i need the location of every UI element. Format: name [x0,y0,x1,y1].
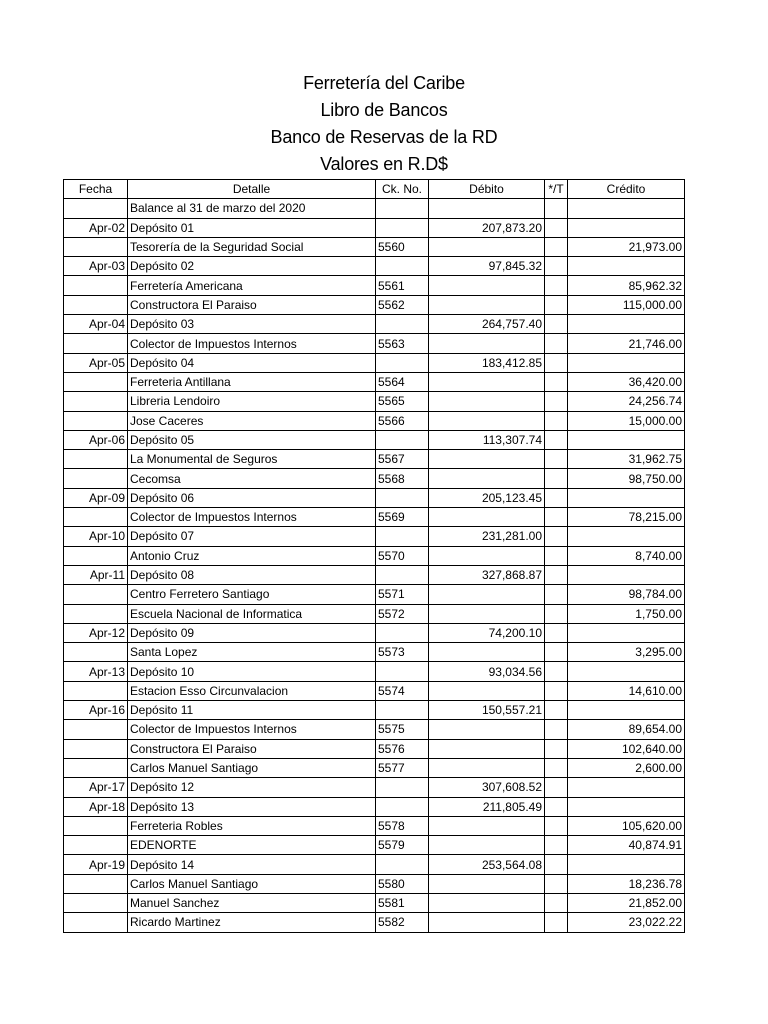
cell-detalle: Depósito 06 [128,488,376,507]
cell-ck [376,218,429,237]
cell-debito [429,816,545,835]
cell-fecha [64,681,128,700]
cell-detalle: Ferreteria Robles [128,816,376,835]
cell-fecha [64,816,128,835]
cell-credito [568,797,685,816]
cell-credito: 115,000.00 [568,295,685,314]
cell-fecha [64,585,128,604]
cell-fecha [64,720,128,739]
cell-t [545,643,568,662]
cell-detalle: Balance al 31 de marzo del 2020 [128,199,376,218]
cell-t [545,488,568,507]
cell-ck: 5568 [376,469,429,488]
table-row [64,778,685,797]
cell-fecha [64,893,128,912]
cell-detalle: Escuela Nacional de Informatica [128,604,376,623]
cell-ck: 5570 [376,546,429,565]
cell-debito: 74,200.10 [429,623,545,642]
cell-debito: 264,757.40 [429,315,545,334]
cell-credito [568,199,685,218]
cell-debito: 93,034.56 [429,662,545,681]
cell-t [545,218,568,237]
cell-ck [376,623,429,642]
cell-credito: 3,295.00 [568,643,685,662]
cell-detalle: Depósito 09 [128,623,376,642]
cell-fecha: Apr-13 [64,662,128,681]
cell-debito: 97,845.32 [429,257,545,276]
cell-detalle: Carlos Manuel Santiago [128,758,376,777]
cell-detalle: Depósito 03 [128,315,376,334]
cell-t [545,469,568,488]
cell-ck: 5563 [376,334,429,353]
cell-fecha [64,392,128,411]
cell-credito: 31,962.75 [568,450,685,469]
book-name: Libro de Bancos [320,100,448,120]
cell-ck: 5575 [376,720,429,739]
cell-fecha [64,913,128,932]
cell-ck: 5560 [376,237,429,256]
table-row [64,836,685,855]
cell-debito [429,739,545,758]
cell-debito [429,681,545,700]
cell-t [545,816,568,835]
column-header-ck: Ck. No. [376,180,429,199]
cell-fecha [64,276,128,295]
cell-fecha [64,758,128,777]
cell-ck: 5574 [376,681,429,700]
table-row [64,758,685,777]
document-title [0,70,768,178]
table-row [64,527,685,546]
cell-ck [376,527,429,546]
cell-t [545,565,568,584]
cell-ck: 5569 [376,508,429,527]
cell-t [545,411,568,430]
cell-credito: 102,640.00 [568,739,685,758]
table-row [64,450,685,469]
cell-debito [429,276,545,295]
bank-name: Banco de Reservas de la RD [270,127,498,147]
cell-debito [429,585,545,604]
table-row [64,701,685,720]
cell-debito [429,546,545,565]
cell-credito [568,565,685,584]
cell-t [545,334,568,353]
cell-fecha [64,295,128,314]
cell-debito [429,758,545,777]
cell-detalle: Depósito 07 [128,527,376,546]
cell-ck: 5577 [376,758,429,777]
table-row [64,430,685,449]
column-header-detalle: Detalle [128,180,376,199]
cell-ck: 5579 [376,836,429,855]
table-row [64,546,685,565]
cell-debito [429,334,545,353]
table-row [64,585,685,604]
cell-fecha: Apr-11 [64,565,128,584]
cell-credito [568,527,685,546]
table-row [64,681,685,700]
cell-detalle: Colector de Impuestos Internos [128,508,376,527]
cell-t [545,276,568,295]
column-header-t: */T [545,180,568,199]
table-row [64,488,685,507]
cell-debito [429,237,545,256]
cell-t [545,739,568,758]
cell-credito: 98,750.00 [568,469,685,488]
cell-ck [376,488,429,507]
cell-detalle: Ferreteria Antillana [128,372,376,391]
cell-credito: 14,610.00 [568,681,685,700]
table-row [64,797,685,816]
cell-detalle: Antonio Cruz [128,546,376,565]
cell-credito: 1,750.00 [568,604,685,623]
cell-debito [429,836,545,855]
header-row [64,180,685,199]
table-row [64,643,685,662]
cell-t [545,836,568,855]
cell-credito [568,701,685,720]
cell-debito [429,392,545,411]
cell-t [545,855,568,874]
cell-detalle: Depósito 11 [128,701,376,720]
cell-fecha [64,739,128,758]
cell-detalle: Cecomsa [128,469,376,488]
cell-fecha: Apr-04 [64,315,128,334]
cell-t [545,913,568,932]
cell-fecha [64,836,128,855]
cell-debito [429,643,545,662]
bank-ledger-table [63,179,685,933]
table-row [64,411,685,430]
table-row [64,739,685,758]
cell-detalle: Centro Ferretero Santiago [128,585,376,604]
table-row [64,469,685,488]
cell-credito: 98,784.00 [568,585,685,604]
table-row [64,662,685,681]
cell-ck [376,257,429,276]
cell-ck [376,701,429,720]
cell-ck [376,778,429,797]
column-header-credito: Crédito [568,180,685,199]
cell-ck: 5567 [376,450,429,469]
cell-debito [429,411,545,430]
cell-debito: 207,873.20 [429,218,545,237]
cell-credito [568,353,685,372]
cell-detalle: Colector de Impuestos Internos [128,720,376,739]
cell-credito: 36,420.00 [568,372,685,391]
cell-t [545,237,568,256]
cell-t [545,508,568,527]
cell-debito: 307,608.52 [429,778,545,797]
table-row [64,913,685,932]
cell-detalle: Depósito 02 [128,257,376,276]
column-header-fecha: Fecha [64,180,128,199]
cell-fecha [64,372,128,391]
cell-ck [376,797,429,816]
cell-detalle: Colector de Impuestos Internos [128,334,376,353]
cell-fecha [64,469,128,488]
cell-t [545,315,568,334]
cell-ck: 5566 [376,411,429,430]
table-row [64,218,685,237]
cell-detalle: Depósito 14 [128,855,376,874]
cell-credito: 8,740.00 [568,546,685,565]
table-row [64,257,685,276]
cell-t [545,430,568,449]
cell-ck [376,353,429,372]
cell-credito [568,430,685,449]
cell-detalle: Santa Lopez [128,643,376,662]
cell-credito [568,778,685,797]
cell-detalle: Ricardo Martinez [128,913,376,932]
table-row [64,237,685,256]
cell-debito: 211,805.49 [429,797,545,816]
table-row [64,893,685,912]
cell-ck: 5564 [376,372,429,391]
cell-debito [429,199,545,218]
cell-fecha [64,411,128,430]
cell-detalle: EDENORTE [128,836,376,855]
cell-t [545,353,568,372]
cell-credito: 21,973.00 [568,237,685,256]
cell-debito [429,893,545,912]
cell-ck [376,855,429,874]
cell-ck: 5562 [376,295,429,314]
cell-detalle: Estacion Esso Circunvalacion [128,681,376,700]
cell-credito [568,315,685,334]
cell-fecha [64,237,128,256]
cell-t [545,701,568,720]
cell-fecha: Apr-06 [64,430,128,449]
cell-t [545,874,568,893]
table-row [64,623,685,642]
cell-detalle: Depósito 13 [128,797,376,816]
table-row [64,334,685,353]
cell-debito: 253,564.08 [429,855,545,874]
cell-ck [376,430,429,449]
cell-ck [376,565,429,584]
cell-debito: 231,281.00 [429,527,545,546]
cell-fecha: Apr-05 [64,353,128,372]
cell-debito [429,372,545,391]
cell-t [545,758,568,777]
cell-detalle: Depósito 05 [128,430,376,449]
table-row [64,565,685,584]
cell-ck: 5561 [376,276,429,295]
table-row [64,199,685,218]
cell-debito: 205,123.45 [429,488,545,507]
cell-credito: 21,852.00 [568,893,685,912]
cell-credito: 40,874.91 [568,836,685,855]
cell-credito [568,218,685,237]
cell-debito [429,604,545,623]
cell-detalle: Depósito 12 [128,778,376,797]
ledger-body [64,199,685,932]
cell-fecha [64,334,128,353]
cell-credito: 2,600.00 [568,758,685,777]
cell-ck: 5576 [376,739,429,758]
cell-detalle: Carlos Manuel Santiago [128,874,376,893]
cell-credito: 24,256.74 [568,392,685,411]
cell-credito: 18,236.78 [568,874,685,893]
cell-ck: 5582 [376,913,429,932]
cell-credito: 21,746.00 [568,334,685,353]
cell-detalle: Jose Caceres [128,411,376,430]
cell-fecha [64,508,128,527]
cell-t [545,720,568,739]
cell-ck: 5578 [376,816,429,835]
cell-ck [376,199,429,218]
cell-fecha: Apr-03 [64,257,128,276]
table-row [64,508,685,527]
cell-ck: 5571 [376,585,429,604]
cell-detalle: Depósito 01 [128,218,376,237]
cell-debito: 183,412.85 [429,353,545,372]
cell-detalle: Depósito 04 [128,353,376,372]
cell-detalle: Tesorería de la Seguridad Social [128,237,376,256]
cell-debito: 150,557.21 [429,701,545,720]
cell-fecha [64,546,128,565]
table-row [64,816,685,835]
cell-t [545,623,568,642]
cell-credito [568,257,685,276]
company-name: Ferretería del Caribe [303,73,465,93]
cell-t [545,797,568,816]
cell-debito: 327,868.87 [429,565,545,584]
cell-detalle: La Monumental de Seguros [128,450,376,469]
cell-t [545,372,568,391]
cell-t [545,662,568,681]
cell-credito: 23,022.22 [568,913,685,932]
table-row [64,720,685,739]
cell-fecha: Apr-10 [64,527,128,546]
cell-fecha: Apr-02 [64,218,128,237]
table-row [64,392,685,411]
cell-t [545,604,568,623]
cell-fecha [64,604,128,623]
cell-t [545,295,568,314]
cell-fecha: Apr-17 [64,778,128,797]
cell-debito [429,469,545,488]
cell-debito [429,913,545,932]
cell-detalle: Constructora El Paraiso [128,295,376,314]
cell-fecha [64,450,128,469]
cell-credito: 78,215.00 [568,508,685,527]
cell-t [545,546,568,565]
cell-fecha: Apr-18 [64,797,128,816]
cell-ck [376,315,429,334]
cell-credito: 105,620.00 [568,816,685,835]
cell-credito: 89,654.00 [568,720,685,739]
cell-t [545,778,568,797]
cell-credito [568,662,685,681]
cell-credito: 85,962.32 [568,276,685,295]
table-row [64,315,685,334]
cell-debito [429,874,545,893]
cell-credito [568,855,685,874]
cell-t [545,893,568,912]
table-row [64,855,685,874]
cell-fecha: Apr-19 [64,855,128,874]
cell-debito [429,508,545,527]
cell-fecha [64,643,128,662]
cell-t [545,450,568,469]
cell-ck: 5573 [376,643,429,662]
cell-fecha [64,874,128,893]
cell-ck: 5565 [376,392,429,411]
cell-t [545,257,568,276]
table-row [64,295,685,314]
table-row [64,372,685,391]
cell-fecha: Apr-16 [64,701,128,720]
cell-t [545,585,568,604]
cell-t [545,392,568,411]
table-row [64,874,685,893]
table-row [64,604,685,623]
cell-detalle: Depósito 10 [128,662,376,681]
cell-detalle: Libreria Lendoiro [128,392,376,411]
table-row [64,353,685,372]
cell-debito [429,450,545,469]
cell-credito [568,488,685,507]
table-row [64,276,685,295]
cell-t [545,681,568,700]
cell-debito [429,720,545,739]
cell-debito [429,295,545,314]
cell-detalle: Ferretería Americana [128,276,376,295]
cell-fecha [64,199,128,218]
cell-t [545,527,568,546]
cell-debito: 113,307.74 [429,430,545,449]
column-header-debito: Débito [429,180,545,199]
cell-fecha: Apr-12 [64,623,128,642]
cell-fecha: Apr-09 [64,488,128,507]
cell-detalle: Manuel Sanchez [128,893,376,912]
cell-ck [376,662,429,681]
cell-ck: 5581 [376,893,429,912]
cell-ck: 5580 [376,874,429,893]
cell-detalle: Depósito 08 [128,565,376,584]
currency-note: Valores en R.D$ [320,154,448,174]
cell-detalle: Constructora El Paraiso [128,739,376,758]
cell-credito [568,623,685,642]
cell-t [545,199,568,218]
cell-ck: 5572 [376,604,429,623]
cell-credito: 15,000.00 [568,411,685,430]
